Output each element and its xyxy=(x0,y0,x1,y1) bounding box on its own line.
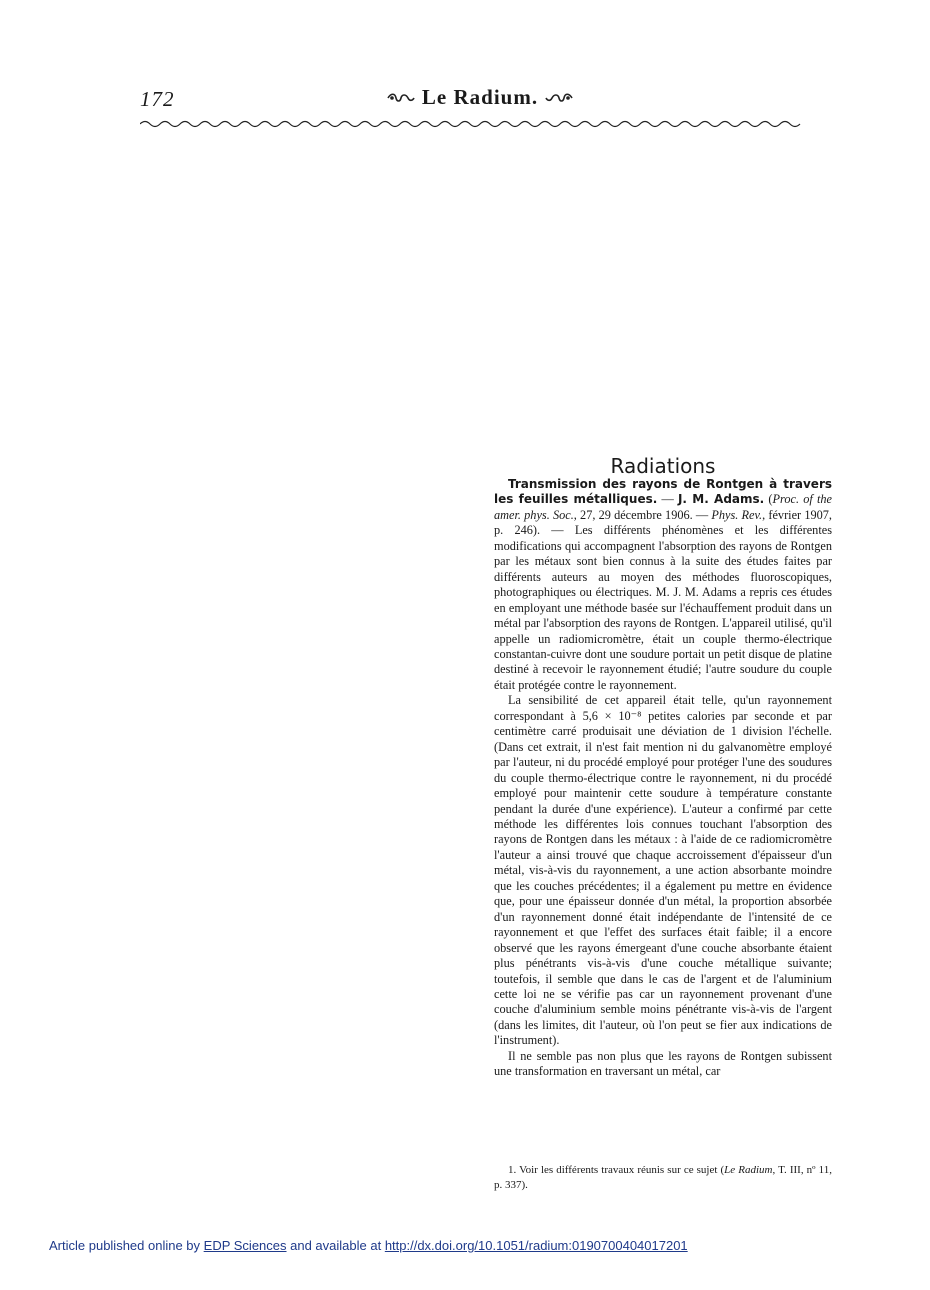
ref1-journal: Proc. of the amer. phys. Soc. xyxy=(494,492,832,522)
article-paragraph-1 xyxy=(494,477,832,693)
footnote xyxy=(494,1163,832,1193)
footnote-journal: Le Radium xyxy=(724,1164,773,1176)
publisher-line xyxy=(49,1238,688,1253)
ref2-rest: , février 1907, p. 246). — Les différents phénomènes et les différentes modifications qui accompagnent l'absorption des rayons de Rontgen par les métaux sont bien connus à la suite des études faites par différents auteurs au moyen des méthodes fluoroscopiques, photographiques ou électriques. M. J. M. Adams a repris ces études en employant une méthode basée sur l'échauffement produit dans un métal par l'absorption des rayons de Rontgen. L'appareil utilisé, qu'il appelle un radiomicromètre, était un couple thermo-électrique constantan-cuivre dont une soudure portait un petit disque de platine destiné à recevoir le rayonnement étudié; l'autre soudure du couple était protégée contre le rayonnement. xyxy=(494,507,832,692)
article-title: Transmission des rayons de Rontgen à travers les feuilles métalliques. xyxy=(494,477,832,507)
publisher-middle: and available at xyxy=(286,1238,385,1253)
article-paragraph-2: La sensibilité de cet appareil était telle, qu'un rayonnement correspondant à 5,6 × 10⁻⁸ petites calories par seconde et par centimètre carré produisait une déviation de 1 division l'échelle. (Dans cet extrait, il n'est fait mention ni du galvanomètre employé par l'auteur, ni du procédé employé pour protéger l'une des soudures du couple thermo-électrique contre le rayonnement, ni du procédé employé pour maintenir cette soudure à température constante pendant la durée d'une expérience). L'auteur a confirmé par cette méthode les différentes lois connues touchant l'absorption des rayons de Rontgen dans les métaux : à l'aide de ce radiomicromètre l'auteur a ainsi trouvé que chaque accroissement d'épaisseur d'un métal, vis-à-vis du rayonnement, a une action absorbante moindre que les couches précédentes; il a également pu mettre en évidence que, pour une épaisseur donnée d'un métal, la proportion absorbée d'un rayonnement donné était indépendante de l'intensité de ce rayonnement et que l'effet des surfaces était faible; il a encore observé que les rayons émergeant d'une couche absorbante étaient plus pénétrants vis-à-vis d'une couche métallique suivante; toutefois, il semble que dans le cas de l'argent et de l'aluminium cette loi ne se vérifie pas car un rayonnement provenant d'une couche d'aluminium semble moins pénétrante vis-à-vis de l'argent (dans les limites, dit l'auteur, où l'on peut se fier aux indications de l'instrument). xyxy=(494,693,832,1048)
right-ornament-icon xyxy=(544,92,574,104)
page-number: 172 xyxy=(140,87,175,111)
ref1-rest: , 27, 29 décembre 1906. — xyxy=(573,507,712,522)
running-head xyxy=(380,85,580,110)
publisher-prefix: Article published online by xyxy=(49,1238,204,1253)
ref2-journal: Phys. Rev. xyxy=(711,507,763,522)
section-title: Radiations xyxy=(610,453,716,478)
doi-link[interactable]: http://dx.doi.org/10.1051/radium:0190700404017201 xyxy=(384,1238,688,1253)
ref1-open: ( xyxy=(764,492,773,507)
article-body xyxy=(494,477,832,1080)
footnote-suffix: , T. III, nº 11, p. 337). xyxy=(494,1164,832,1191)
article-paragraph-3: Il ne semble pas non plus que les rayons de Rontgen subissent une transformation en traversant un métal, car xyxy=(494,1048,832,1079)
article-author: J. M. Adams. xyxy=(677,492,765,507)
wavy-divider xyxy=(140,118,825,130)
footnote-prefix: 1. Voir les différents travaux réunis sur ce sujet ( xyxy=(508,1164,725,1176)
author-separator: — xyxy=(657,492,678,507)
left-ornament-icon xyxy=(386,92,416,104)
footnote-text xyxy=(494,1163,832,1193)
journal-title: Le Radium. xyxy=(421,85,539,109)
edp-sciences-link[interactable]: EDP Sciences xyxy=(203,1238,287,1253)
